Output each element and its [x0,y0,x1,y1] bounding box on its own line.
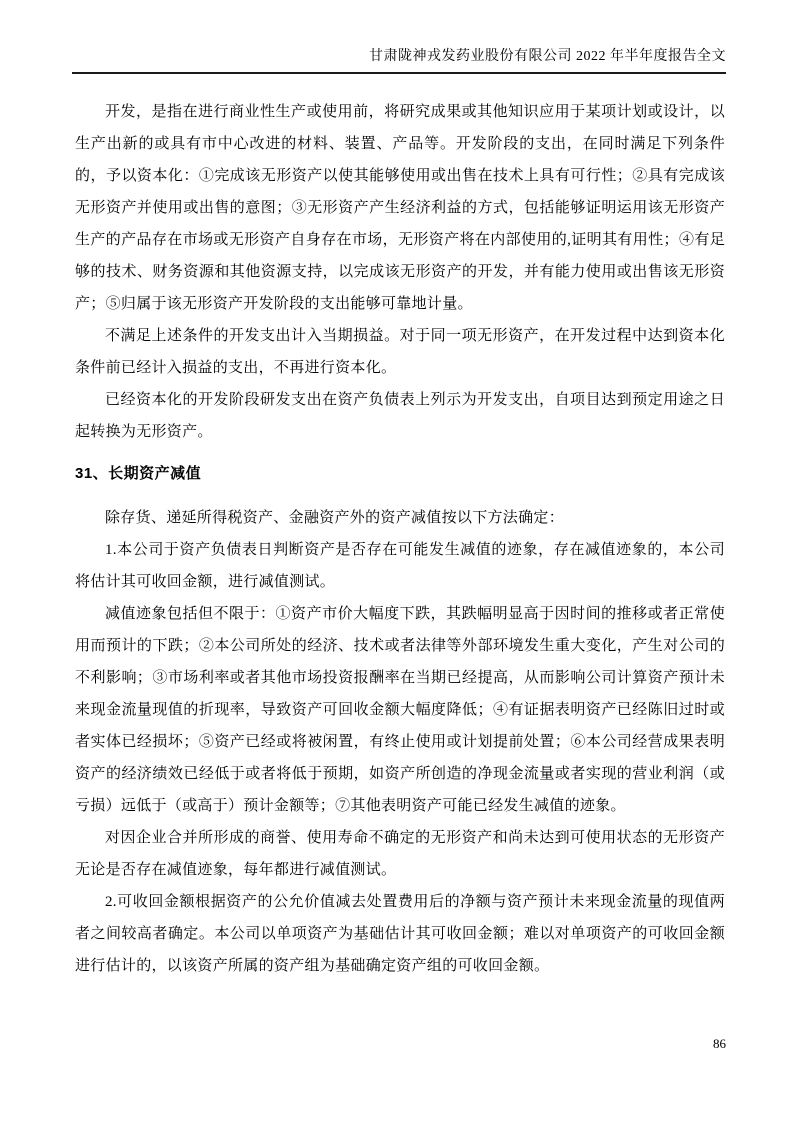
paragraph-recoverable-amount: 2.可收回金额根据资产的公允价值减去处置费用后的净额与资产预计未来现金流量的现值两者之间较高者确定。本公司以单项资产为基础估计其可收回金额；难以对单项资产的可收回金额进行估计的，以该资产所属的资产组为基础确定资产组的可收回金额。 [75,894,725,974]
section-heading-31-long-term-asset-impairment: 31、长期资产减值 [75,465,202,482]
page-number: 86 [713,1036,726,1051]
document-body [75,96,725,982]
paragraph-unqualified-expenditure: 不满足上述条件的开发支出计入当期损益。对于同一项无形资产，在开发过程中达到资本化条件前已经计入损益的支出，不再进行资本化。 [75,328,725,376]
paragraph-development-definition: 开发，是指在进行商业性生产或使用前，将研究成果或其他知识应用于某项计划或设计，以生产出新的或具有市中心改进的材料、装置、产品等。开发阶段的支出，在同时满足下列条件的，予以资本化：①完成该无形资产以使其能够使用或出售在技术上具有可行性；②具有完成该无形资产并使用或出售的意图；③无形资产产生经济利益的方式，包括能够证明运用该无形资产生产的产品存在市场或无形资产自身存在市场，无形资产将在内部使用的,证明其有用性；④有足够的技术、财务资源和其他资源支持，以完成该无形资产的开发，并有能力使用或出售该无形资产；⑤归属于该无形资产开发阶段的支出能够可靠地计量。 [75,104,725,312]
report-header-title: 甘肃陇神戎发药业股份有限公司 2022 年半年度报告全文 [369,49,726,64]
paragraph-impairment-test: 1.本公司于资产负债表日判断资产是否存在可能发生减值的迹象，存在减值迹象的，本公司将估计其可收回金额，进行减值测试。 [75,542,725,590]
paragraph-goodwill-annual-test: 对因企业合并所形成的商誉、使用寿命不确定的无形资产和尚未达到可使用状态的无形资产无论是否存在减值迹象，每年都进行减值测试。 [75,830,725,878]
paragraph-impairment-scope: 除存货、递延所得税资产、金融资产外的资产减值按以下方法确定： [105,510,565,526]
paragraph-impairment-indicators: 减值迹象包括但不限于：①资产市价大幅度下跌，其跌幅明显高于因时间的推移或者正常使用而预计的下跌；②本公司所处的经济、技术或者法律等外部环境发生重大变化，产生对公司的不利影响；③市场利率或者其他市场投资报酬率在当期已经提高，从而影响公司计算资产预计未来现金流量现值的折现率，导致资产可回收金额大幅度降低；④有证据表明资产已经陈旧过时或者实体已经损坏；⑤资产已经或将被闲置，有终止使用或计划提前处置；⑥本公司经营成果表明资产的经济绩效已经低于或者将低于预期，如资产所创造的净现金流量或者实现的营业利润（或亏损）远低于（或高于）预计金额等；⑦其他表明资产可能已经发生减值的迹象。 [75,606,725,814]
paragraph-capitalized-rd-expenditure: 已经资本化的开发阶段研发支出在资产负债表上列示为开发支出，自项目达到预定用途之日起转换为无形资产。 [75,392,725,440]
report-header [72,48,726,74]
